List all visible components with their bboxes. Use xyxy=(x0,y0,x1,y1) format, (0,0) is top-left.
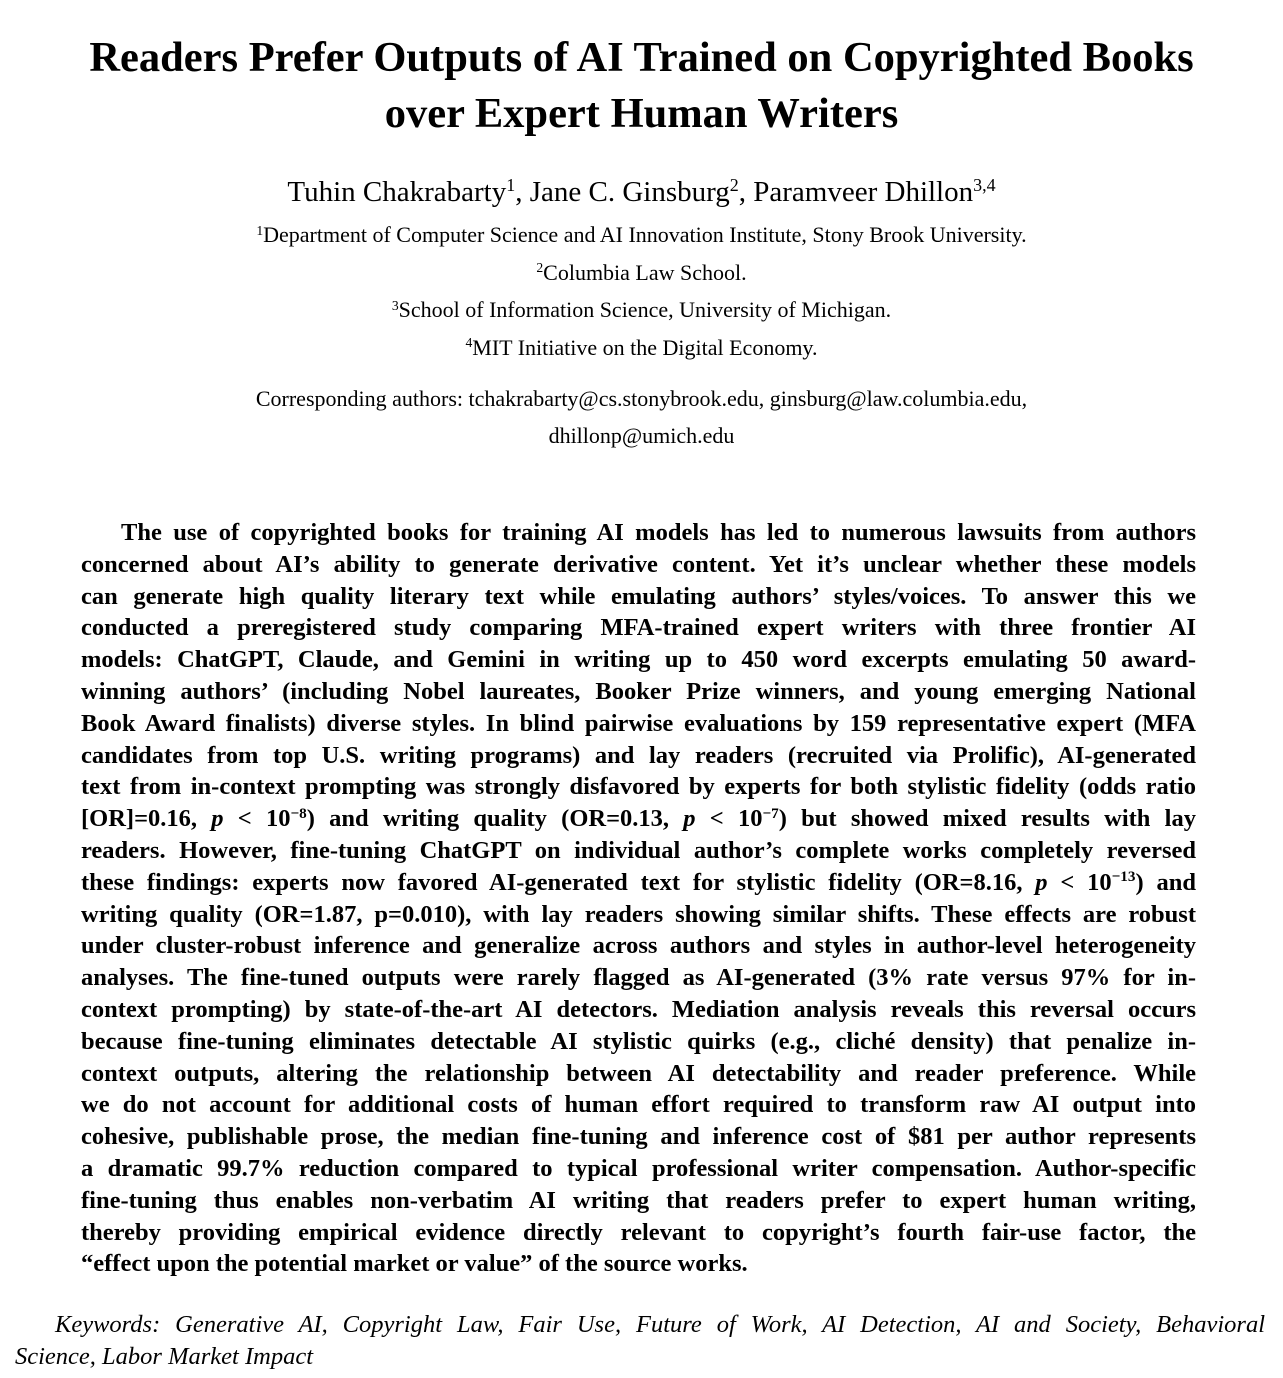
abstract-text: ) and writing quality (OR=0.13, xyxy=(306,805,684,833)
abstract-line: “effect upon the potential market or value” of the source works. xyxy=(81,1250,748,1278)
abstract-text: [OR]=0.16, xyxy=(81,805,212,833)
affiliation-text: MIT Initiative on the Digital Economy. xyxy=(472,334,818,360)
keywords-line: Science, Labor Market Impact xyxy=(15,1343,313,1370)
abstract-line: text from in-context prompting was strongly disfavored by experts for both stylistic fidelity (odds ratio xyxy=(81,773,1196,801)
author-name: Paramveer Dhillon xyxy=(753,176,974,208)
affiliation xyxy=(20,254,1263,292)
abstract-text: ) and xyxy=(1135,868,1196,896)
affiliation-list xyxy=(20,216,1263,366)
affiliation xyxy=(20,329,1263,367)
abstract-text: < 10 xyxy=(223,805,291,833)
author-affiliation-mark: 2 xyxy=(729,175,739,196)
abstract-line: cohesive, publishable prose, the median fine-tuning and inference cost of $81 per author represents xyxy=(81,1123,1196,1151)
author-separator: , xyxy=(738,176,754,208)
abstract-line: conducted a preregistered study comparing MFA-trained expert writers with three frontier AI xyxy=(81,614,1196,642)
keywords xyxy=(15,1309,1265,1373)
title-line: Readers Prefer Outputs of AI Trained on Copyrighted Books xyxy=(89,34,1194,81)
exponent: −13 xyxy=(1111,868,1136,886)
affiliation xyxy=(20,291,1263,329)
abstract-line: models: ChatGPT, Claude, and Gemini in writing up to 450 word excerpts emulating 50 award- xyxy=(81,646,1196,674)
corresponding-line: dhillonp@umich.edu xyxy=(548,422,735,448)
abstract-line: candidates from top U.S. writing programs) and lay readers (recruited via Prolific), AI-generated xyxy=(81,741,1196,769)
abstract-line: can generate high quality literary text while emulating authors’ styles/voices. To answer this we xyxy=(81,582,1196,610)
author-affiliation-mark: 3,4 xyxy=(973,175,996,196)
abstract-line: context outputs, altering the relationship between AI detectability and reader preference. While xyxy=(81,1059,1196,1087)
abstract-text: < 10 xyxy=(695,805,763,833)
abstract-line: writing quality (OR=1.87, p=0.010), with lay readers showing similar shifts. These effects are robust xyxy=(81,900,1196,928)
abstract-line xyxy=(81,803,1196,835)
abstract-line: context prompting) by state-of-the-art AI detectors. Mediation analysis reveals this reversal occurs xyxy=(81,995,1196,1023)
abstract-line: Book Award finalists) diverse styles. In blind pairwise evaluations by 159 representative expert (MFA xyxy=(81,709,1196,737)
abstract-line: we do not account for additional costs of human effort required to transform raw AI output into xyxy=(81,1091,1196,1119)
affiliation xyxy=(20,216,1263,254)
author-name: Jane C. Ginsburg xyxy=(529,176,730,208)
affiliation-mark: 4 xyxy=(465,335,473,350)
abstract-line xyxy=(81,867,1196,899)
affiliation-mark: 2 xyxy=(536,260,544,275)
corresponding-authors xyxy=(20,381,1263,454)
abstract-line: a dramatic 99.7% reduction compared to typical professional writer compensation. Author-specific xyxy=(81,1154,1196,1182)
author-separator: , xyxy=(515,176,530,208)
title-line: over Expert Human Writers xyxy=(384,90,899,137)
abstract-text: < 10 xyxy=(1047,868,1112,896)
abstract xyxy=(81,517,1196,1280)
abstract-line: because fine-tuning eliminates detectable AI stylistic quirks (e.g., cliché density) that penalize in- xyxy=(81,1027,1196,1055)
abstract-line: readers. However, fine-tuning ChatGPT on individual author’s complete works completely reversed xyxy=(81,836,1196,864)
affiliation-mark: 3 xyxy=(391,297,399,313)
exponent: −7 xyxy=(762,804,779,822)
abstract-text: these findings: experts now favored AI-generated text for stylistic fidelity (OR=8.16, xyxy=(81,868,1036,896)
affiliation-text: Columbia Law School. xyxy=(543,259,747,285)
abstract-line: winning authors’ (including Nobel laureates, Booker Prize winners, and young emerging National xyxy=(81,677,1196,705)
author-list xyxy=(20,173,1263,211)
p-value-symbol: p xyxy=(1035,868,1048,896)
affiliation-text: School of Information Science, University of Michigan. xyxy=(398,297,892,322)
p-value-symbol: p xyxy=(683,805,696,833)
paper-title xyxy=(20,30,1263,142)
abstract-line: fine-tuning thus enables non-verbatim AI writing that readers prefer to expert human writing, xyxy=(81,1186,1196,1214)
abstract-line: concerned about AI’s ability to generate derivative content. Yet it’s unclear whether these models xyxy=(81,550,1196,578)
exponent: −8 xyxy=(290,804,307,822)
affiliation-text: Department of Computer Science and AI Innovation Institute, Stony Brook University. xyxy=(263,222,1027,247)
abstract-line: thereby providing empirical evidence directly relevant to copyright’s fourth fair-use factor, the xyxy=(81,1218,1196,1246)
author-name: Tuhin Chakrabarty xyxy=(287,176,507,208)
abstract-line: The use of copyrighted books for training AI models has led to numerous lawsuits from authors xyxy=(121,519,1196,546)
affiliation-mark: 1 xyxy=(256,222,264,238)
abstract-line: analyses. The fine-tuned outputs were rarely flagged as AI-generated (3% rate versus 97% for in- xyxy=(81,964,1196,992)
abstract-line: under cluster-robust inference and generalize across authors and styles in author-level heterogeneity xyxy=(81,932,1196,960)
corresponding-line: Corresponding authors: tchakrabarty@cs.stonybrook.edu, ginsburg@law.columbia.edu, xyxy=(255,386,1028,411)
p-value-symbol: p xyxy=(211,805,224,833)
keywords-line: Keywords: Generative AI, Copyright Law, Fair Use, Future of Work, AI Detection, AI and Society, Behavioral xyxy=(55,1311,1265,1338)
abstract-text: ) but showed mixed results with lay xyxy=(778,805,1196,833)
author-affiliation-mark: 1 xyxy=(506,175,516,196)
